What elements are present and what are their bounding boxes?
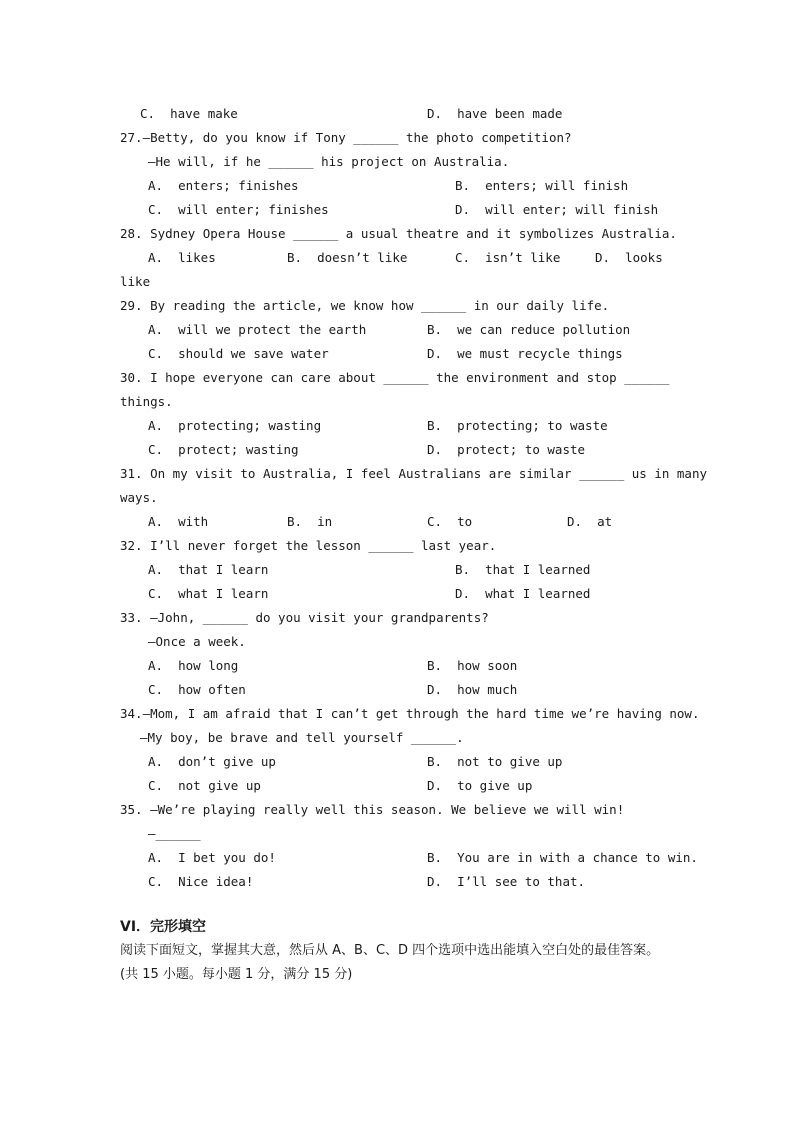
text-line: ways. bbox=[120, 490, 158, 505]
text-line: —Once a week. bbox=[148, 634, 246, 649]
text-line: —He will, if he ______ his project on Australia. bbox=[148, 154, 510, 169]
text-line: D. will enter; will finish bbox=[455, 202, 659, 217]
text-line: D. how much bbox=[427, 682, 518, 697]
text-line: A. that I learn bbox=[148, 562, 269, 577]
text-line: B. how soon bbox=[427, 658, 518, 673]
text-line: C. isn’t like bbox=[455, 250, 561, 265]
text-line: —______ bbox=[148, 826, 201, 841]
text-line: B. that I learned bbox=[455, 562, 591, 577]
text-line: A. don’t give up bbox=[148, 754, 276, 769]
text-line: A. I bet you do! bbox=[148, 850, 276, 865]
text-line: D. we must recycle things bbox=[427, 346, 623, 361]
text-line: like bbox=[120, 274, 151, 289]
text-line: B. You are in with a chance to win. bbox=[427, 850, 698, 865]
text-line: C. Nice idea! bbox=[148, 874, 254, 889]
text-line: A. enters; finishes bbox=[148, 178, 299, 193]
text-line: A. how long bbox=[148, 658, 239, 673]
text-line: B. enters; will finish bbox=[455, 178, 629, 193]
text-line: D. what I learned bbox=[455, 586, 591, 601]
text-line: 33. —John, ______ do you visit your grandparents? bbox=[120, 610, 489, 625]
text-line: B. in bbox=[287, 514, 333, 529]
text-line: 27.—Betty, do you know if Tony ______ the photo competition? bbox=[120, 130, 572, 145]
text-line: 31. On my visit to Australia, I feel Australians are similar ______ us in many bbox=[120, 466, 707, 481]
text-line: C. to bbox=[427, 514, 473, 529]
text-line: 29. By reading the article, we know how ______ in our daily life. bbox=[120, 298, 610, 313]
section-scoring-note: (共 15 小题。每小题 1 分，满分 15 分) bbox=[120, 967, 353, 982]
text-line: 32. I’ll never forget the lesson ______ last year. bbox=[120, 538, 497, 553]
text-line: C. have make bbox=[140, 106, 238, 121]
text-line: B. doesn’t like bbox=[287, 250, 408, 265]
text-line: C. protect; wasting bbox=[148, 442, 299, 457]
text-line: D. have been made bbox=[427, 106, 563, 121]
text-line: B. we can reduce pollution bbox=[427, 322, 631, 337]
text-line: C. will enter; finishes bbox=[148, 202, 329, 217]
text-line: D. looks bbox=[595, 250, 663, 265]
text-line: C. how often bbox=[148, 682, 246, 697]
text-line: A. with bbox=[148, 514, 209, 529]
text-line: —My boy, be brave and tell yourself ______. bbox=[140, 730, 464, 745]
section-heading: VI．完形填空 bbox=[120, 919, 207, 935]
text-line: C. should we save water bbox=[148, 346, 329, 361]
text-line: D. I’ll see to that. bbox=[427, 874, 586, 889]
text-line: D. protect; to waste bbox=[427, 442, 586, 457]
text-line: D. to give up bbox=[427, 778, 533, 793]
text-line: B. protecting; to waste bbox=[427, 418, 608, 433]
text-line: B. not to give up bbox=[427, 754, 563, 769]
text-line: 30. I hope everyone can care about ______ the environment and stop ______ bbox=[120, 370, 670, 385]
text-line: C. what I learn bbox=[148, 586, 269, 601]
text-line: 35. —We’re playing really well this season. We believe we will win! bbox=[120, 802, 625, 817]
text-line: A. protecting; wasting bbox=[148, 418, 322, 433]
text-line: D. at bbox=[567, 514, 613, 529]
section-instructions: 阅读下面短文，掌握其大意，然后从 A、B、C、D 四个选项中选出能填入空白处的最佳答案。 bbox=[120, 943, 660, 958]
text-line: A. likes bbox=[148, 250, 216, 265]
text-line: 34.—Mom, I am afraid that I can’t get through the hard time we’re having now. bbox=[120, 706, 700, 721]
text-line: A. will we protect the earth bbox=[148, 322, 367, 337]
text-line: things. bbox=[120, 394, 173, 409]
text-line: C. not give up bbox=[148, 778, 261, 793]
text-line: 28. Sydney Opera House ______ a usual theatre and it symbolizes Australia. bbox=[120, 226, 677, 241]
